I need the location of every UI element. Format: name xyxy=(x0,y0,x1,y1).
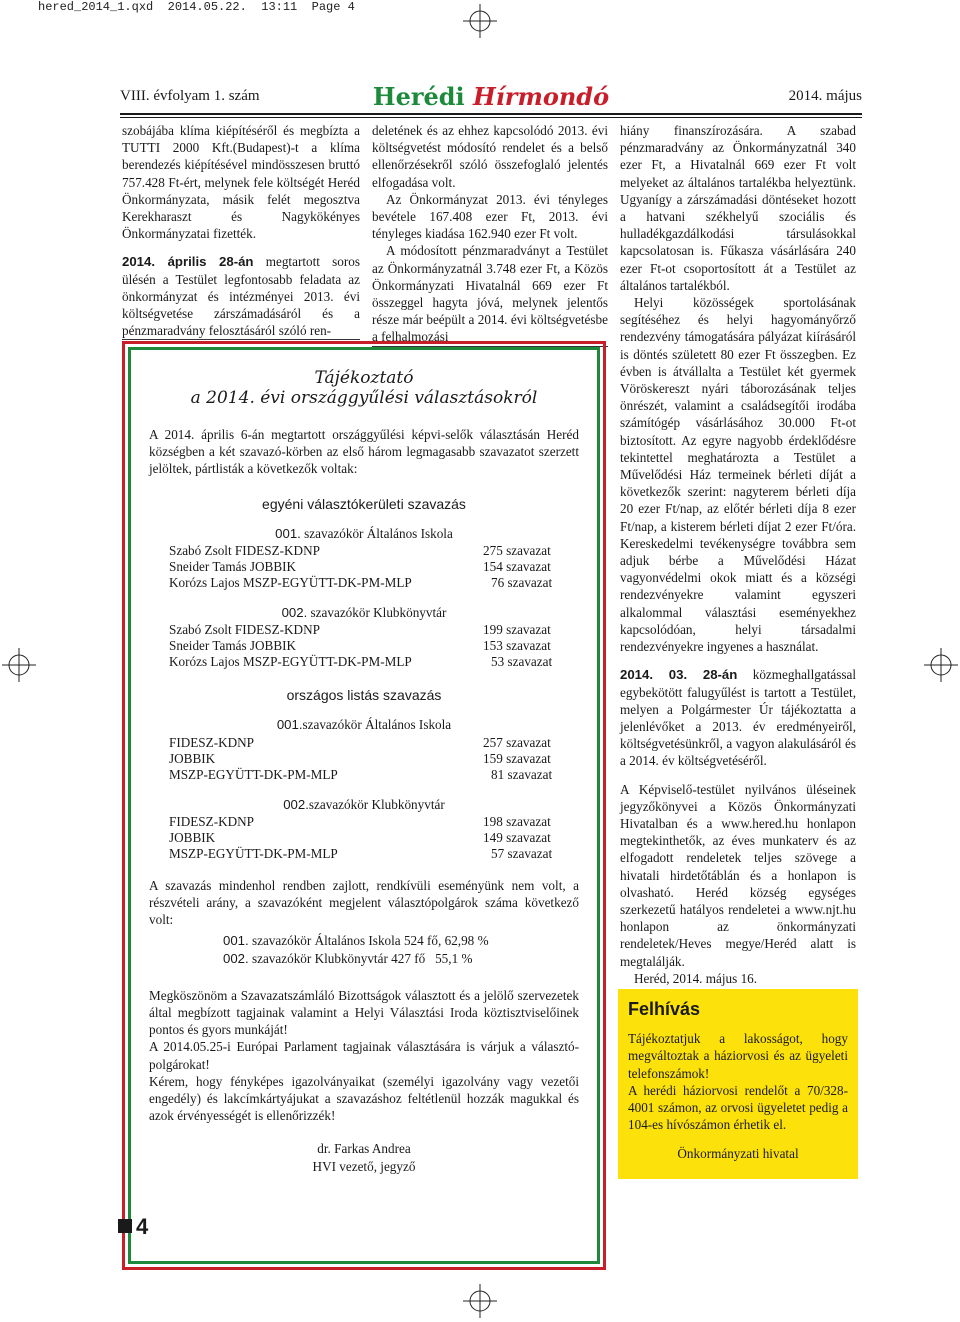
article-column-1 xyxy=(122,122,360,340)
station-heading xyxy=(149,604,579,621)
article-paragraph: deletének és az ehhez kapcsolódó 2013. évi költségvetést módosító rendelet és a belső ellenőrzésekről szóló összefoglaló jelentés elfogadása volt. xyxy=(372,123,608,190)
turnout-line: 002. szavazókör Klubkönyvtár 427 fő 55,1 % xyxy=(223,950,473,966)
registration-mark-icon xyxy=(924,648,958,682)
registration-mark-icon xyxy=(463,1284,497,1318)
result-row: Korózs Lajos MSZP-EGYÜTT-DK-PM-MLP 53 szavazat xyxy=(169,654,553,670)
notice-paragraph: A herédi háziorvosi rendelőt a 70/328-4001 számon, az orvosi ügyeletet pedig a 104-es hívószámon érhetik el. xyxy=(628,1082,848,1133)
square-bullet-icon xyxy=(118,1219,132,1233)
box-title: a 2014. évi országgyűlési választásokról xyxy=(190,388,538,408)
station-heading xyxy=(149,796,579,813)
box-signature-title: HVI vezető, jegyző xyxy=(312,1158,416,1174)
result-row: JOBBIK 149 szavazat xyxy=(169,829,551,845)
article-date: Heréd, 2014. május 16. xyxy=(634,970,758,986)
station-name: szavazókör Klubkönyvtár xyxy=(307,605,447,621)
masthead xyxy=(120,82,862,111)
paragraph-text: közmeghallgatással egybekötött falugyűlést is tartott a Testület, melyen a Polgármester Úr tájékoztatta a jelenlévőket a 2013. év eredményeiről, költségvetésünkről, a vagyon alakulásáról és a 2014. év költségvetéséről. xyxy=(620,667,856,769)
election-info-box xyxy=(122,341,606,1270)
station-name: szavazókör Általános Iskola xyxy=(302,717,452,733)
result-row: Sneider Tamás JOBBIK 154 szavazat xyxy=(169,559,551,575)
station-heading xyxy=(149,716,579,733)
masthead-word-2: Hírmondó xyxy=(473,82,610,111)
section-heading: egyéni választókerületi szavazás xyxy=(262,495,466,512)
result-row: Korózs Lajos MSZP-EGYÜTT-DK-PM-MLP 76 szavazat xyxy=(169,575,553,591)
station-number: 001. xyxy=(276,717,303,733)
registration-mark-icon xyxy=(2,648,36,682)
notice-title: Felhívás xyxy=(628,999,701,1019)
header-rule xyxy=(120,117,862,118)
article-paragraph: Az Önkormányzat 2013. évi tényleges bevétele 167.408 ezer Ft, 2013. évi tényleges kiadása 162.940 ezer Ft volt. xyxy=(372,191,608,242)
date-lead: 2014. 03. 28-án xyxy=(620,667,738,683)
date-lead: 2014. április 28-án xyxy=(122,254,254,270)
article-paragraph xyxy=(122,253,360,340)
result-row: JOBBIK 159 szavazat xyxy=(169,750,551,766)
section-heading: országos listás szavazás xyxy=(286,687,442,704)
station-number: 002. xyxy=(283,796,309,812)
article-paragraph xyxy=(620,666,856,769)
station-heading xyxy=(149,525,579,542)
box-request: Kérem, hogy fényképes igazolványaikat (személyi igazolvány vagy vezetői engedély) és lakcímkártyájukat a szavazáshoz feltétlenül hozzák magukkal és azok érvényességét is ellenőrizzék! xyxy=(149,1073,579,1124)
turnout-line: 001. szavazókör Általános Iskola 524 fő, 62,98 % xyxy=(223,933,489,949)
header-rule xyxy=(120,113,862,115)
article-column-3 xyxy=(620,122,856,1015)
article-paragraph: szobájába klíma kiépítéséről és megbízta a TUTTI 2000 Kft.(Budapest)-t a klíma berendezés kiépítésével mindösszesen bruttó 757.428 Ft-ért, melynek fele költségét Heréd Önkormányzata, másik felét megosztva Kerekharaszt és Nagykökényes Önkormányzatai fizették. xyxy=(122,123,360,242)
result-row: Szabó Zsolt FIDESZ-KDNP 275 szavazat xyxy=(169,543,551,559)
box-signature-name: dr. Farkas Andrea xyxy=(317,1141,411,1157)
box-title: Tájékoztató xyxy=(314,368,414,388)
station-number: 001. xyxy=(275,525,301,541)
article-paragraph: hiány finanszírozására. A szabad pénzmaradvány az Önkormányzatnál 340 ezer Ft, a Hivatalnál 669 ezer Ft volt melyeket az általános tartalékba helyeztünk. Ugyanígy a zárszámadási döntéseket hozott a hatvani székhelyű szociális és hulladékgazdálkodási társulásokkal kapcsolatosan is. Fűkasza vásárlására 240 ezer Ft-ot csoportosított át a Testület az általános tartalékból. xyxy=(620,123,856,293)
box-thanks: Megköszönöm a Szavazatszámláló Bizottságok választott és a jelölő szervezetek által megbízott tagjainak valamint a Helyi Választási Iroda köztisztviselőinek pontos és gyors munkáját! xyxy=(149,987,579,1038)
paragraph-text: megtartott soros ülésén a Testület legfontosabb feladata az önkormányzat és intézményei 2013. évi költségvetése zárszámadásáról és a pénzmaradvány felosztásáról szóló ren- xyxy=(122,254,360,339)
print-slug: hered_2014_1.qxd 2014.05.22. 13:11 Page 4 xyxy=(38,0,355,14)
station-number: 002. xyxy=(281,605,308,621)
result-row: FIDESZ-KDNP 257 szavazat xyxy=(169,734,551,750)
article-paragraph: A Képviselő-testület nyilvános üléseinek jegyzőkönyvei a Közös Önkormányzati Hivatalban és a www.hered.hu honlapon megtekinthetők, az éves munkaterv és az elfogadott rendeletek teljes szövege a hivatali hirdetőtáblán és a honlapon is olvasható. Heréd község egységes szerkezetű hatályos rendeletei a www.njt.hu honlapon az önkormányzati rendeletek/Heves megye/Heréd alatt is megtalálják. xyxy=(620,781,856,969)
article-column-2 xyxy=(372,122,608,347)
notice-signer: Önkormányzati hivatal xyxy=(677,1146,799,1162)
station-name: szavazókör Általános Iskola xyxy=(300,525,453,541)
result-row: Szabó Zsolt FIDESZ-KDNP 199 szavazat xyxy=(169,622,551,638)
article-paragraph: Helyi közösségek sportolásának segítéséhez és helyi hagyományőrző rendezvény támogatására pályázat kiírásáról is döntés született 80 ezer Ft összegben. Ez évben is átvállalta a Testület két gyermek Vöröskereszt nyári táborozásának teljes önrészét, valamint a családsegítői irodába számítógép vásárlásához 30.000 Ft-ot biztosított. Az egyre nagyobb érdeklődésre tekintettel meghatározta a Testület a Művelődési Ház termeinek bérleti díját a következők szerint: nagyterem bérleti díja 20 ezer Ft/nap, az előtér bérleti díja 8 ezer Ft/nap, a kisterem bérleti díjat 2 ezer Ft/óra. Kereskedelmi tevékenységre továbbra sem adjuk bérbe a Művelődési Házat vagyonvédelmi okok miatt és a községi rendezvényekre valamint egyszeri alkalommal választási eseményekhez kapcsolódóan, helyi társadalmi rendezvényekre ingyenes a használat. xyxy=(620,295,856,655)
box-closing: A szavazás mindenhol rendben zajlott, rendkívüli eseményünk nem volt, a részvételi arány, a szavazóként megjelent választópolgárok száma következő volt: xyxy=(149,877,579,928)
issue-label: VIII. évfolyam 1. szám xyxy=(120,88,260,104)
result-row: MSZP-EGYÜTT-DK-PM-MLP 57 szavazat xyxy=(169,845,553,861)
box-intro: A 2014. április 6-án megtartott országgyűlési képvi-selők választásán Heréd községben a két szavazó-körben az első három legmagasabb szavazatot szerzett jelöltek, pártlisták a következők voltak: xyxy=(149,427,579,477)
masthead-word-1: Herédi xyxy=(372,82,465,111)
page-number: 4 xyxy=(118,1214,148,1240)
result-row: Sneider Tamás JOBBIK 153 szavazat xyxy=(169,638,551,654)
issue-date: 2014. május xyxy=(788,88,862,104)
result-row: MSZP-EGYÜTT-DK-PM-MLP 81 szavazat xyxy=(169,766,553,782)
result-row: FIDESZ-KDNP 198 szavazat xyxy=(169,813,551,829)
station-name: szavazókör Klubkönyvtár xyxy=(308,796,445,812)
notice-paragraph: Tájékoztatjuk a lakosságot, hogy megváltoztak a háziorvosi és az ügyeleti telefonszámok! xyxy=(628,1031,848,1081)
notice-box xyxy=(618,989,858,1179)
page-header xyxy=(120,84,862,114)
article-paragraph: A módosított pénzmaradványt a Testület az Önkormányzatnál 3.748 ezer Ft, a Közös Önkormányzati Hivatalnál 669 ezer Ft összeggel hagyta jóvá, melynek jelentős része már beépült a 2014. évi költségvetésbe a felhalmozási xyxy=(372,242,608,346)
box-ep-notice: A 2014.05.25-i Európai Parlament tagjainak választására is várjuk a választó-polgárokat! xyxy=(149,1039,579,1072)
registration-mark-icon xyxy=(463,4,497,38)
